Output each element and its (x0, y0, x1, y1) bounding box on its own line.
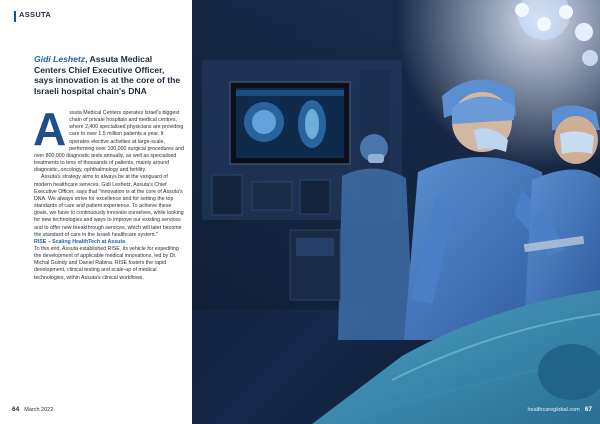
website: healthcareglobal.com (527, 407, 580, 413)
section-subhead: RISE – Scaling HealthTech at Assuta (34, 238, 126, 245)
operating-room-illustration (192, 0, 600, 424)
folio-right (527, 406, 592, 413)
left-page (0, 0, 192, 424)
article-headline (34, 54, 184, 96)
operating-room-photo (192, 0, 600, 424)
headline-text: , Assuta Medical Centers Chief Executive Officer, says innovation is at the core of the Israeli hospital chain's DNA (34, 54, 181, 96)
drop-cap: A (33, 103, 67, 155)
brand-label: ASSUTA (19, 10, 52, 19)
issue-date: March 2022 (24, 407, 54, 413)
article-body (33, 103, 184, 282)
page-number-right: 67 (584, 406, 592, 413)
brand-accent-bar (14, 11, 16, 22)
headline-name: Gidi Leshetz (34, 54, 86, 64)
paragraph-1: ssuta Medical Centers operates Israel's biggest chain of private hospitals and medical centres, where 2,400 specialised physicians are providing care to over 1.5 million patients a year. It operates elective activities at large-scale, performing over 100,000 surgical procedures and over 800,000 diagnostic tests annually, as well as specialised treatments to tens of thousands of patients, mainly around diagnostic, oncology, ophthalmology and fertility. (34, 110, 184, 174)
page-number-left: 64 (12, 406, 20, 413)
paragraph-2: Assuta's strategy aims to always be at the vanguard of modern healthcare services. Gidi Leshetz, Assuta's Chief Executive Officer, says that "innovation is at the core of Assuta's DNA. We always strive for excellence and for setting the top standards of care and patient experience. To achieve these goals, we have to continuously innovate ourselves, while looking for new technologies and ways to improve our existing services and to offer new breakthrough services, which will later become the standard of care in the Israeli healthcare system." (34, 174, 184, 238)
folio-left (12, 406, 53, 413)
paragraph-3: To this end, Assuta established RISE, its vehicle for expediting the development of applicable medical innovations, led by Dr. Michal Guindy and Daniel Rabina. RISE fosters the rapid development, clinical testing and scale-up of medical technologies, within Assuta's clinical workflows. (34, 245, 179, 281)
